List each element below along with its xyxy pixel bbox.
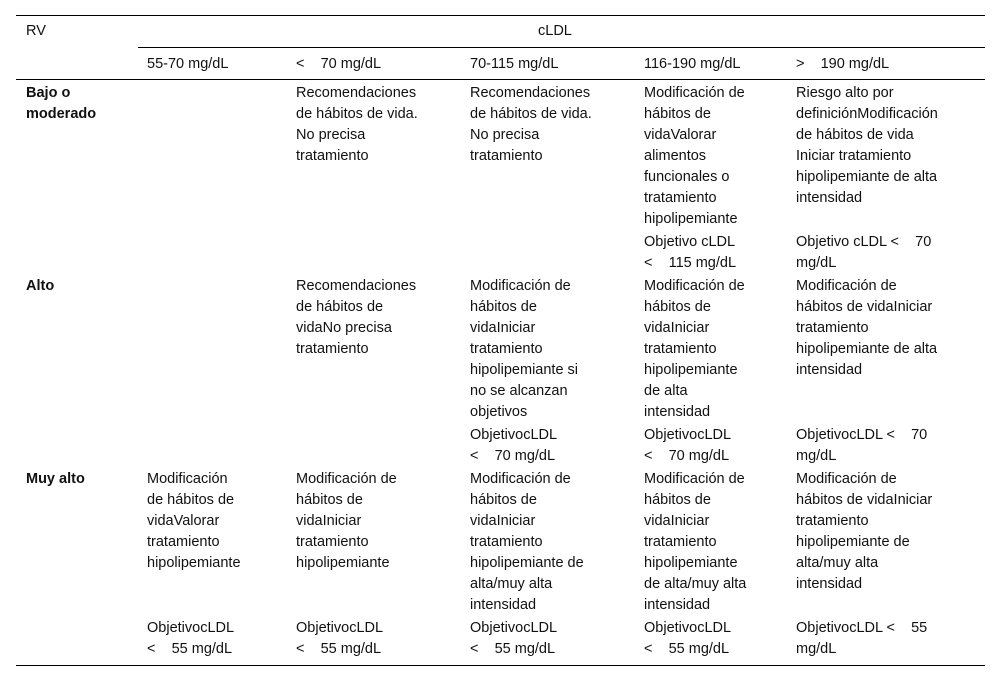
bajo-objective-5: Objetivo cLDL < 70 mg/dL	[796, 234, 932, 271]
alto-objective-3: ObjetivocLDL < 70 mg/dL	[470, 427, 558, 464]
muy-alto-cell-3: Modificación de hábitos de vidaIniciar tratamiento hipolipemiante de alta/muy alta intensidad	[470, 471, 584, 613]
row-label-bajo: Bajo o moderado	[26, 85, 97, 122]
cldl-span-rule	[138, 47, 985, 48]
alto-objective-5: ObjetivocLDL < 70 mg/dL	[796, 427, 928, 464]
muy-alto-objective-4: ObjetivocLDL < 55 mg/dL	[644, 620, 732, 657]
header-cldl: cLDL	[538, 23, 572, 39]
alto-cell-3: Modificación de hábitos de vidaIniciar tratamiento hipolipemiante si no se alcanzan objetivos	[470, 278, 579, 420]
muy-alto-cell-1: Modificación de hábitos de vidaValorar tratamiento hipolipemiante	[147, 471, 241, 571]
muy-alto-objective-2: ObjetivocLDL < 55 mg/dL	[296, 620, 384, 657]
header-range-2: < 70 mg/dL	[296, 56, 382, 72]
muy-alto-cell-5: Modificación de hábitos de vidaIniciar tratamiento hipolipemiante de alta/muy alta intensidad	[796, 471, 933, 592]
bajo-cell-3: Recomendaciones de hábitos de vida. No precisa tratamiento	[470, 85, 592, 164]
muy-alto-objective-5: ObjetivocLDL < 55 mg/dL	[796, 620, 928, 657]
header-bottom-rule	[16, 79, 985, 80]
muy-alto-objective-1: ObjetivocLDL < 55 mg/dL	[147, 620, 235, 657]
bajo-cell-4: Modificación de hábitos de vidaValorar alimentos funcionales o tratamiento hipolipemiante	[644, 85, 745, 227]
muy-alto-objective-3: ObjetivocLDL < 55 mg/dL	[470, 620, 558, 657]
header-range-1: 55-70 mg/dL	[147, 56, 229, 72]
muy-alto-cell-4: Modificación de hábitos de vidaIniciar tratamiento hipolipemiante de alta/muy alta intensidad	[644, 471, 747, 613]
bajo-objective-4: Objetivo cLDL < 115 mg/dL	[644, 234, 737, 271]
table-bottom-rule	[16, 665, 985, 666]
header-rv: RV	[26, 23, 46, 39]
bajo-cell-5: Riesgo alto por definiciónModificación de hábitos de vida Iniciar tratamiento hipolipemiante de alta intensidad	[796, 85, 938, 206]
header-range-4: 116-190 mg/dL	[644, 56, 741, 72]
header-range-3: 70-115 mg/dL	[470, 56, 559, 72]
alto-objective-4: ObjetivocLDL < 70 mg/dL	[644, 427, 732, 464]
row-label-muy-alto: Muy alto	[26, 471, 85, 487]
bajo-cell-2: Recomendaciones de hábitos de vida. No precisa tratamiento	[296, 85, 418, 164]
muy-alto-cell-2: Modificación de hábitos de vidaIniciar tratamiento hipolipemiante	[296, 471, 397, 571]
table-top-rule	[16, 15, 985, 16]
header-range-5: > 190 mg/dL	[796, 56, 890, 72]
alto-cell-2: Recomendaciones de hábitos de vidaNo precisa tratamiento	[296, 278, 417, 357]
alto-cell-4: Modificación de hábitos de vidaIniciar tratamiento hipolipemiante de alta intensidad	[644, 278, 745, 420]
alto-cell-5: Modificación de hábitos de vidaIniciar tratamiento hipolipemiante de alta intensidad	[796, 278, 938, 378]
row-label-alto: Alto	[26, 278, 55, 294]
